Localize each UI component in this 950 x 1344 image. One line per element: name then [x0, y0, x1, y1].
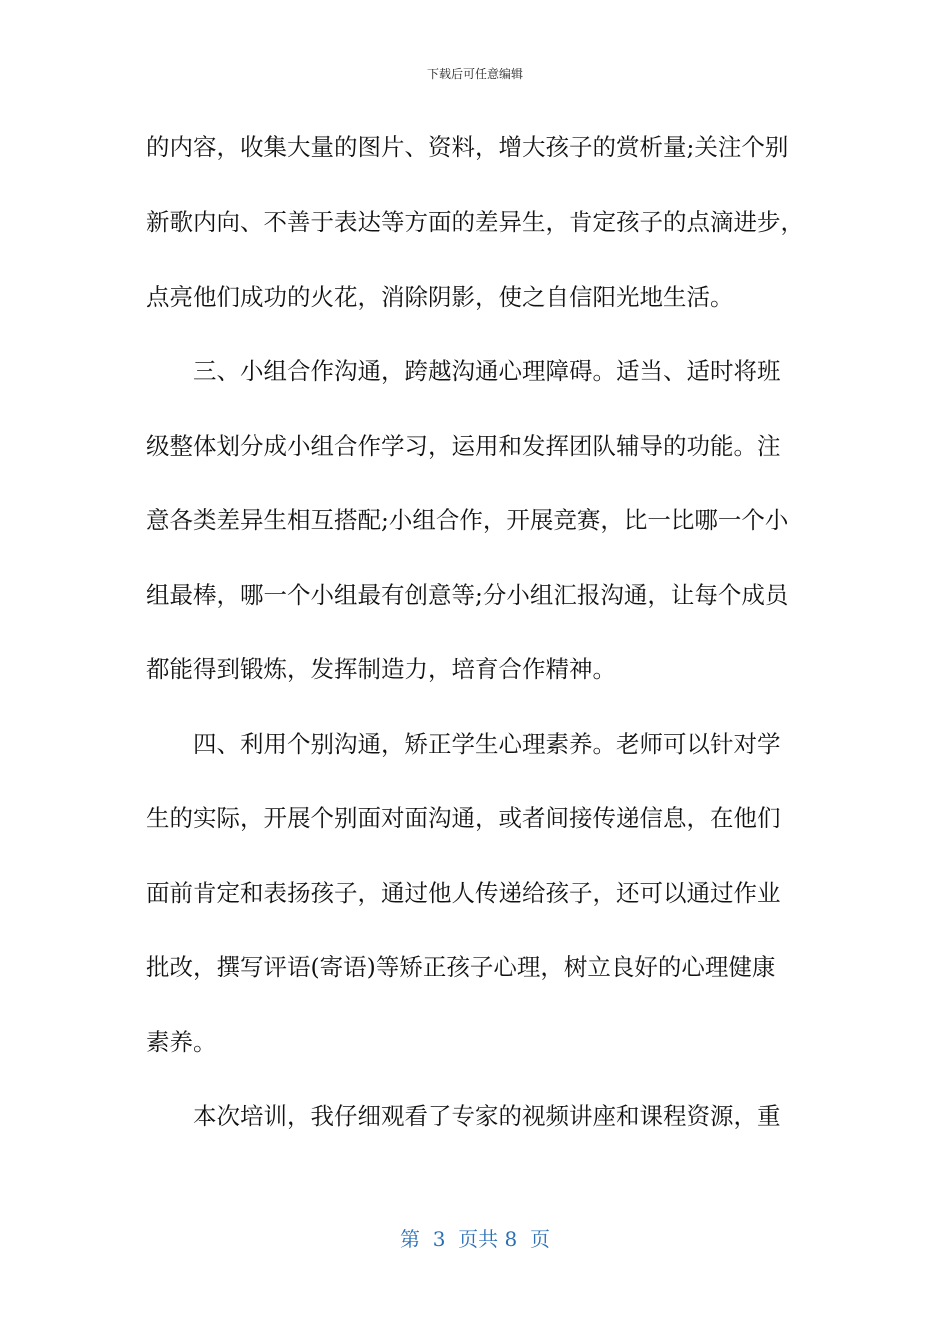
text-line: 面前肯定和表扬孩子，通过他人传递给孩子，还可以通过作业: [146, 879, 781, 907]
text-line: 都能得到锻炼，发挥制造力，培育合作精神。: [146, 655, 616, 683]
page-header: 下载后可任意编辑: [426, 67, 523, 81]
text-line: 组最棒，哪一个小组最有创意等;分小组汇报沟通，让每个成员: [146, 581, 789, 609]
text-line: 素养。: [146, 1028, 217, 1056]
text-line: 新歌内向、不善于表达等方面的差异生，肯定孩子的点滴进步，: [146, 208, 804, 236]
text-line: 三、小组合作沟通，跨越沟通心理障碍。适当、适时将班: [193, 357, 781, 385]
text-line: 的内容，收集大量的图片、资料，增大孩子的赏析量;关注个别: [146, 133, 789, 161]
text-line: 级整体划分成小组合作学习，运用和发挥团队辅导的功能。注: [146, 432, 781, 460]
text-line: 点亮他们成功的火花，消除阴影，使之自信阳光地生活。: [146, 283, 734, 311]
text-line: 生的实际，开展个别面对面沟通，或者间接传递信息，在他们: [146, 804, 781, 832]
text-line: 批改，撰写评语(寄语)等矫正孩子心理，树立良好的心理健康: [146, 953, 776, 981]
page-number: 第 3 页共 8 页: [400, 1227, 550, 1251]
text-line: 意各类差异生相互搭配;小组合作，开展竞赛，比一比哪一个小: [146, 506, 789, 534]
text-line: 本次培训，我仔细观看了专家的视频讲座和课程资源，重: [193, 1102, 781, 1130]
text-line: 四、利用个别沟通，矫正学生心理素养。老师可以针对学: [193, 730, 781, 758]
